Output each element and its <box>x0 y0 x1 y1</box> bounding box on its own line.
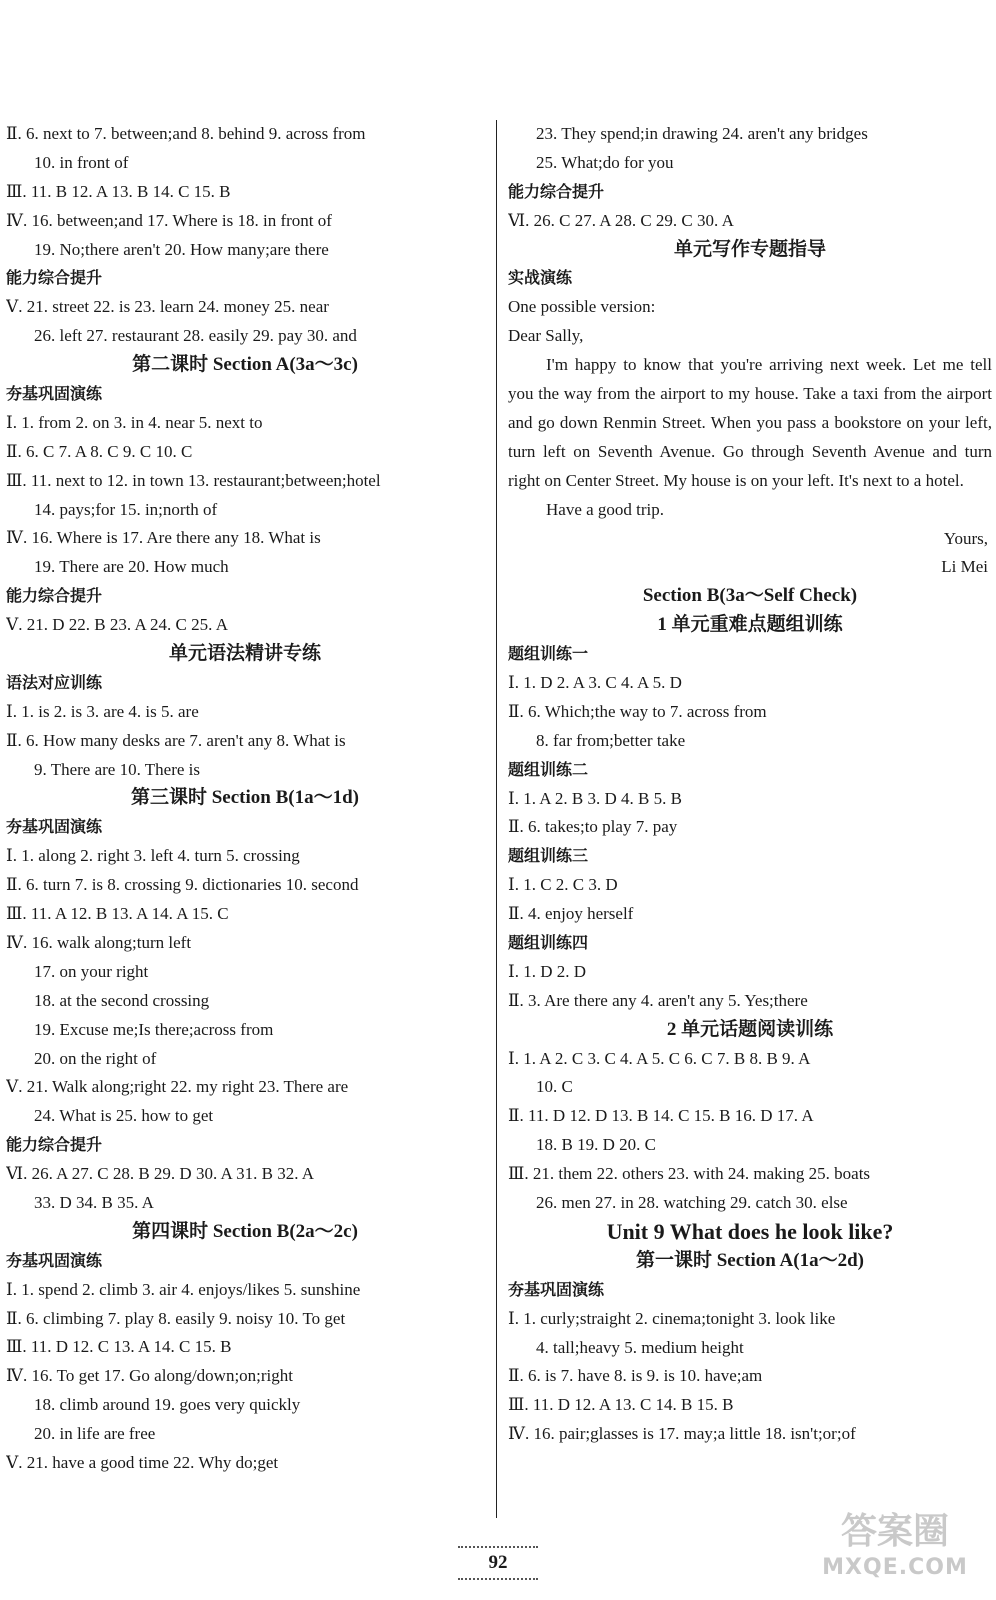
answer-line: Ⅲ. 11. next to 12. in town 13. restaurant;between;hotel <box>6 470 381 490</box>
answer-line: Ⅱ. 3. Are there any 4. aren't any 5. Yes;there <box>508 990 808 1010</box>
answer-line: 18. climb around 19. goes very quickly <box>34 1395 301 1415</box>
answer-line: 18. B 19. D 20. C <box>536 1135 656 1155</box>
section-title: 第三课时 Section B(1a～1d) <box>130 787 359 809</box>
answer-line: 20. on the right of <box>34 1048 157 1068</box>
answer-line: 26. left 27. restaurant 28. easily 29. pay 30. and <box>34 326 357 346</box>
answer-line: 19. There are 20. How much <box>34 557 229 577</box>
section-title: 1 单元重难点题组训练 <box>657 614 843 636</box>
answer-line: Ⅳ. 16. Where is 17. Are there any 18. What is <box>6 528 321 548</box>
letter-signature: Li Mei <box>941 557 988 577</box>
right-bottom-block <box>508 582 992 1449</box>
watermark-logo <box>800 1510 990 1590</box>
answer-line: Ⅰ. 1. curly;straight 2. cinema;tonight 3. look like <box>508 1308 836 1328</box>
section-heading: 能力综合提升 <box>6 1135 103 1155</box>
answer-line: Ⅲ. 11. A 12. B 13. A 14. A 15. C <box>6 904 229 924</box>
section-title: 第一课时 Section A(1a～2d) <box>635 1249 864 1271</box>
answer-line: 9. There are 10. There is <box>34 759 200 779</box>
section-title: 单元语法精讲专练 <box>168 643 321 665</box>
answer-line: 19. Excuse me;Is there;across from <box>34 1019 274 1039</box>
answer-line: Ⅳ. 16. between;and 17. Where is 18. in front of <box>6 210 332 230</box>
section-title: Unit 9 What does he look like? <box>606 1218 894 1244</box>
section-heading: 夯基巩固演练 <box>6 1250 103 1270</box>
answer-line: Ⅴ. 21. have a good time 22. Why do;get <box>6 1452 279 1472</box>
section-heading: 题组训练四 <box>508 933 589 953</box>
answer-line: Ⅳ. 16. pair;glasses is 17. may;a little 18. isn't;or;of <box>508 1424 856 1444</box>
section-heading: 能力综合提升 <box>6 586 103 606</box>
section-heading: 题组训练一 <box>508 644 589 664</box>
answer-line: Ⅵ. 26. A 27. C 28. B 29. D 30. A 31. B 32. A <box>6 1164 315 1184</box>
answer-line: 4. tall;heavy 5. medium height <box>536 1337 744 1357</box>
answer-line: Ⅰ. 1. along 2. right 3. left 4. turn 5. crossing <box>6 846 300 866</box>
answer-line: 18. at the second crossing <box>34 990 210 1010</box>
answer-line: Ⅱ. 6. How many desks are 7. aren't any 8. What is <box>6 730 346 750</box>
answer-line: Ⅱ. 6. is 7. have 8. is 9. is 10. have;am <box>508 1366 763 1386</box>
answer-line: 23. They spend;in drawing 24. aren't any bridges <box>536 124 868 143</box>
section-title: 单元写作专题指导 <box>673 238 826 260</box>
answer-line: 14. pays;for 15. in;north of <box>34 499 218 519</box>
answer-line: Ⅱ. 6. next to 7. between;and 8. behind 9. across from <box>6 124 366 143</box>
answer-line: 33. D 34. B 35. A <box>34 1192 154 1212</box>
answer-line: Ⅱ. 6. Which;the way to 7. across from <box>508 701 767 721</box>
column-divider <box>496 120 497 1518</box>
section-title: 第二课时 Section A(3a～3c) <box>132 354 358 376</box>
answer-line: Ⅰ. 1. D 2. A 3. C 4. A 5. D <box>508 673 682 693</box>
answer-line: 24. What is 25. how to get <box>34 1106 214 1126</box>
answer-line: Ⅲ. 11. D 12. A 13. C 14. B 15. B <box>508 1395 734 1415</box>
section-heading: 夯基巩固演练 <box>508 1279 605 1299</box>
letter-body: I'm happy to know that you're arriving next week. Let me tell you the way from the airport to my house. Take a taxi from the airport and go down Renmin Street. When you pass a bookstore on your left, turn left on Seventh Avenue. Go through Seventh Avenue and turn right on Center Street. My house is on your left. It's next to a hotel. <box>508 355 992 490</box>
answer-line: Ⅱ. 4. enjoy herself <box>508 904 634 924</box>
section-heading: 题组训练三 <box>508 846 589 866</box>
answer-line: Ⅱ. 6. climbing 7. play 8. easily 9. noisy 10. To get <box>6 1308 346 1328</box>
answer-line: Ⅲ. 11. B 12. A 13. B 14. C 15. B <box>6 181 231 201</box>
section-title: 2 单元话题阅读训练 <box>666 1018 834 1040</box>
section-heading: 夯基巩固演练 <box>6 384 103 404</box>
answer-line: Ⅴ. 21. D 22. B 23. A 24. C 25. A <box>6 615 228 635</box>
left-column <box>6 120 484 1478</box>
answer-line: 17. on your right <box>34 961 149 981</box>
sample-letter <box>508 351 992 582</box>
answer-line: Ⅳ. 16. To get 17. Go along/down;on;right <box>6 1366 293 1386</box>
letter-closing-remark: Have a good trip. <box>546 499 665 519</box>
answer-line: Ⅴ. 21. Walk along;right 22. my right 23. There are <box>6 1077 349 1097</box>
watermark-text: 答案圈 <box>840 1511 949 1552</box>
section-heading: 实战演练 <box>508 268 573 288</box>
section-heading: 能力综合提升 <box>508 181 605 201</box>
answer-line: 20. in life are free <box>34 1424 156 1444</box>
answer-line: 25. What;do for you <box>536 152 674 172</box>
answer-line: Ⅳ. 16. walk along;turn left <box>6 932 192 952</box>
answer-line: 8. far from;better take <box>536 730 686 750</box>
answer-line: 10. in front of <box>34 152 129 172</box>
answer-line: One possible version: <box>508 297 656 317</box>
answer-line: Ⅰ. 1. spend 2. climb 3. air 4. enjoys/likes 5. sunshine <box>6 1279 361 1299</box>
answer-line: 19. No;there aren't 20. How many;are there <box>34 239 329 259</box>
section-title: Section B(3a～Self Check) <box>642 585 858 607</box>
answer-line: Ⅲ. 21. them 22. others 23. with 24. making 25. boats <box>508 1164 871 1184</box>
answer-line: Ⅰ. 1. C 2. C 3. D <box>508 875 618 895</box>
answer-line: Ⅱ. 6. takes;to play 7. pay <box>508 817 678 837</box>
answer-line: Ⅵ. 26. C 27. A 28. C 29. C 30. A <box>508 210 734 230</box>
answer-line: 10. C <box>536 1077 573 1097</box>
answer-line: Ⅱ. 6. turn 7. is 8. crossing 9. dictionaries 10. second <box>6 875 359 895</box>
section-heading: 题组训练二 <box>508 759 589 779</box>
letter-closing: Yours, <box>943 528 988 548</box>
answer-line: Ⅱ. 6. C 7. A 8. C 9. C 10. C <box>6 441 193 461</box>
answer-line: Ⅰ. 1. is 2. is 3. are 4. is 5. are <box>6 701 199 721</box>
section-heading: 语法对应训练 <box>6 672 103 692</box>
right-top-block <box>508 120 992 351</box>
answer-line: Ⅲ. 11. D 12. C 13. A 14. C 15. B <box>6 1337 232 1357</box>
section-heading: 能力综合提升 <box>6 268 103 288</box>
answer-line: Ⅰ. 1. A 2. C 3. C 4. A 5. C 6. C 7. B 8. B 9. A <box>508 1048 811 1068</box>
answer-line: Dear Sally, <box>508 326 584 346</box>
section-heading: 夯基巩固演练 <box>6 817 103 837</box>
answer-line: Ⅰ. 1. D 2. D <box>508 961 587 981</box>
answer-line: Ⅱ. 11. D 12. D 13. B 14. C 15. B 16. D 17. A <box>508 1106 814 1126</box>
watermark-url: MXQE.COM <box>822 1555 968 1580</box>
page-number: 92 <box>458 1546 538 1580</box>
answer-line: Ⅰ. 1. from 2. on 3. in 4. near 5. next to <box>6 412 263 432</box>
answer-line: Ⅰ. 1. A 2. B 3. D 4. B 5. B <box>508 788 682 808</box>
section-title: 第四课时 Section B(2a～2c) <box>132 1220 358 1242</box>
right-column <box>508 120 992 1449</box>
answer-line: Ⅴ. 21. street 22. is 23. learn 24. money 25. near <box>6 297 329 317</box>
answer-line: 26. men 27. in 28. watching 29. catch 30. else <box>536 1193 848 1213</box>
